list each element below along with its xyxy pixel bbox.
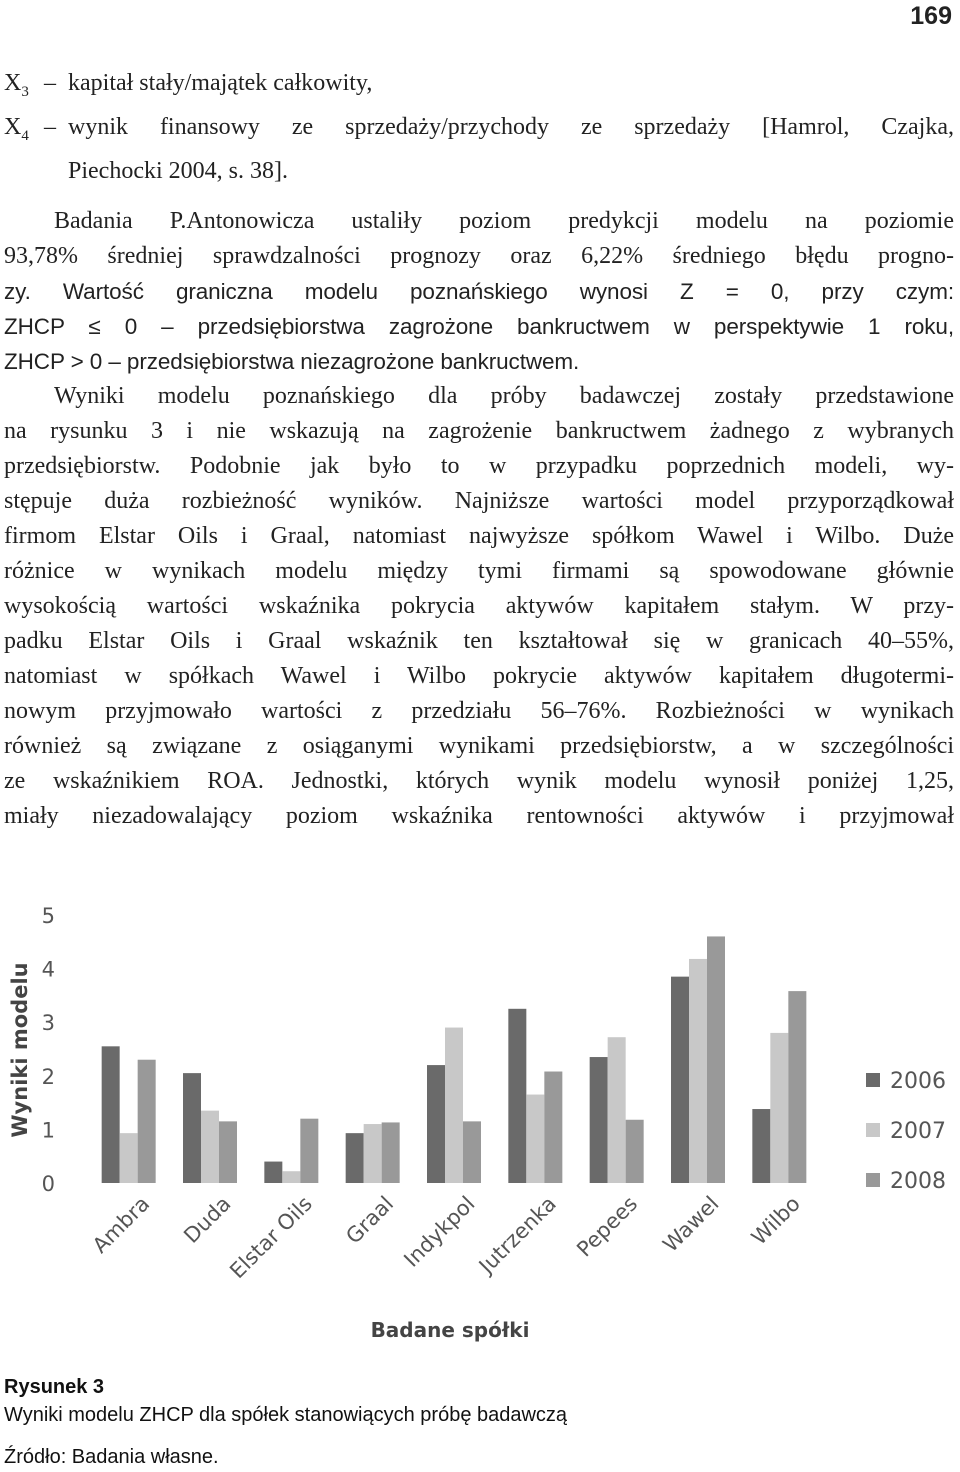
paragraph-line: ZHCP > 0 – przedsiębiorstwa niezagrożone bankructwem. <box>4 349 580 374</box>
bar-2006-wilbo <box>752 1109 770 1183</box>
bar-2008-graal <box>382 1122 400 1183</box>
variable-definitions <box>4 66 954 189</box>
x-tick-label: Elstar Oils <box>225 1191 317 1284</box>
bar-series <box>102 936 807 1183</box>
x-tick-label: Ambra <box>87 1191 155 1258</box>
bar-2008-indykpol <box>463 1121 481 1183</box>
bar-2008-jutrzenka <box>544 1072 562 1183</box>
definition-symbol: $X_4$ <box>4 113 29 144</box>
legend-label: 2007 <box>890 1119 946 1144</box>
paragraph-line: ZHCP ≤ 0 – przedsiębiorstwa zagrożone bankructwem w perspektywie 1 roku, <box>4 314 954 339</box>
y-tick-label: 4 <box>41 957 55 982</box>
bar-2006-ambra <box>102 1046 120 1183</box>
bar-2008-ambra <box>138 1060 156 1183</box>
bar-2008-duda <box>219 1121 237 1183</box>
bar-2008-wawel <box>707 936 725 1183</box>
paragraph-line: ze wskaźnikiem ROA. Jednostki, których wynik modelu wynosił poniżej 1,25, <box>4 768 954 794</box>
paragraph-line: stępuje duża rozbieżność wyników. Najniższe wartości model przyporządkował <box>4 488 954 514</box>
x-tick-label: Wilbo <box>746 1191 805 1250</box>
paragraph-line: 93,78% średniej sprawdzalności prognozy oraz 6,22% średniego błędu progno- <box>4 243 954 269</box>
paragraph-line: również są związane z osiąganymi wynikami przedsiębiorstw, a w szczególności <box>4 733 954 759</box>
definition-x4: $X_4$ – wynik finansowy ze sprzedaży/przychody ze sprzedaży [Hamrol, Czajka, <box>4 110 954 154</box>
bar-2007-duda <box>201 1111 219 1183</box>
bar-2006-jutrzenka <box>508 1009 526 1183</box>
bar-2006-indykpol <box>427 1065 445 1183</box>
bar-2007-pepees <box>608 1037 626 1183</box>
paragraph-line: przedsiębiorstw. Podobnie jak było to w przypadku poprzednich modeli, wy- <box>4 453 954 479</box>
bar-2007-wilbo <box>770 1033 788 1183</box>
legend-label: 2006 <box>890 1069 946 1094</box>
paragraph-line: Wyniki modelu poznańskiego dla próby badawczej zostały przedstawione <box>54 383 954 409</box>
bar-2007-ambra <box>120 1133 138 1183</box>
bar-2008-wilbo <box>788 991 806 1183</box>
bar-2007-elstar-oils <box>282 1171 300 1183</box>
paragraph-line: firmom Elstar Oils i Graal, natomiast najwyższe spółkom Wawel i Wilbo. Duże <box>4 523 954 549</box>
y-tick-label: 3 <box>41 1011 55 1036</box>
paragraph-line: różnice w wynikach modelu między tymi firmami są spowodowane głównie <box>4 558 954 584</box>
figure-label: Rysunek 3 <box>4 1376 105 1398</box>
legend-swatch <box>866 1123 880 1137</box>
x-tick-label: Graal <box>341 1191 399 1249</box>
x-axis-tick-labels <box>88 1192 805 1284</box>
definition-x3: $X_3$ – kapitał stały/majątek całkowity, <box>4 66 954 110</box>
body-text <box>4 204 954 834</box>
x-tick-label: Indykpol <box>399 1191 480 1272</box>
bar-2006-wawel <box>671 977 689 1183</box>
bar-2007-jutrzenka <box>526 1095 544 1183</box>
x-tick-label: Pepees <box>572 1191 643 1262</box>
bar-2006-duda <box>183 1073 201 1183</box>
y-tick-label: 0 <box>41 1172 55 1196</box>
paragraph-line: zy. Wartość graniczna modelu poznańskiego wynosi Z = 0, przy czym: <box>4 279 954 304</box>
paragraph-line: miały niezadowalający poziom wskaźnika rentowności aktywów i przyjmował <box>4 803 954 829</box>
bar-chart <box>0 885 960 1355</box>
figure-title: Wyniki modelu ZHCP dla spółek stanowiących próbę badawczą <box>4 1404 568 1426</box>
y-axis-label: Wyniki modelu <box>8 962 32 1138</box>
legend-swatch <box>866 1073 880 1087</box>
paragraph-line: padku Elstar Oils i Graal wskaźnik ten kształtował się w granicach 40–55%, <box>4 628 954 654</box>
definition-continuation: Piechocki 2004, s. 38]. <box>68 157 288 184</box>
bar-2007-indykpol <box>445 1028 463 1183</box>
paragraph-line: natomiast w spółkach Wawel i Wilbo pokrycie aktywów kapitałem długotermi- <box>4 663 954 689</box>
y-tick-label: 5 <box>41 904 55 928</box>
y-tick-label: 1 <box>41 1118 55 1143</box>
bar-2007-wawel <box>689 959 707 1183</box>
bar-2007-graal <box>364 1124 382 1183</box>
x-axis-label: Badane spółki <box>370 1318 530 1342</box>
page-number: 169 <box>910 2 952 30</box>
bar-2008-pepees <box>626 1120 644 1183</box>
paragraph-line: Badania P.Antonowicza ustaliły poziom predykcji modelu na poziomie <box>54 208 954 234</box>
bar-2008-elstar-oils <box>300 1119 318 1183</box>
bar-2006-graal <box>346 1133 364 1183</box>
bar-2006-elstar-oils <box>264 1162 282 1183</box>
x-tick-label: Wawel <box>658 1191 724 1257</box>
definition-text: kapitał stały/majątek całkowity, <box>68 70 373 96</box>
paragraph-line: nowym przyjmowało wartości z przedziału 56–76%. Rozbieżności w wynikach <box>4 698 954 724</box>
chart-legend <box>866 1069 946 1194</box>
definition-symbol: $X_3$ <box>4 70 29 100</box>
x-tick-label: Jutrzenka <box>474 1191 561 1279</box>
x-tick-label: Duda <box>179 1191 236 1248</box>
y-tick-label: 2 <box>41 1064 55 1089</box>
legend-swatch <box>866 1173 880 1187</box>
paragraph-line: na rysunku 3 i nie wskazują na zagrożenie bankructwem żadnego z wybranych <box>4 418 954 444</box>
y-axis-ticks <box>42 904 55 1196</box>
figure-source: Źródło: Badania własne. <box>4 1446 219 1468</box>
legend-label: 2008 <box>890 1169 946 1194</box>
definition-text: wynik finansowy ze sprzedaży/przychody ze sprzedaży [Hamrol, Czajka, <box>68 113 954 140</box>
paragraph-line: wysokością wartości wskaźnika pokrycia aktywów kapitałem stałym. W przy- <box>4 593 954 619</box>
bar-2006-pepees <box>590 1057 608 1183</box>
